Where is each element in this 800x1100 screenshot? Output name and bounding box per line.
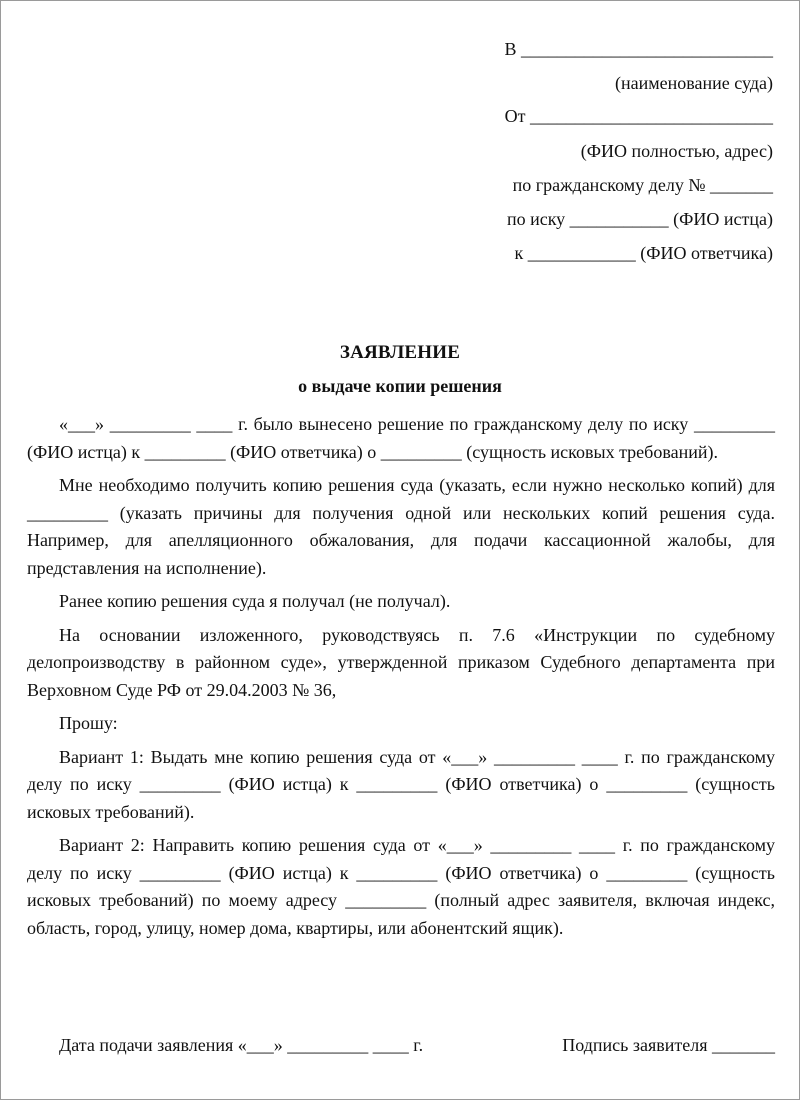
- document-title: ЗАЯВЛЕНИЕ: [339, 342, 461, 363]
- document-subtitle: о выдаче копии решения: [298, 376, 502, 396]
- case-number-line: по гражданскому делу № _______: [512, 175, 773, 195]
- document-body: [27, 411, 775, 948]
- paragraph-need-copy: Мне необходимо получить копию решения суда (указать, если нужно несколько копий) для _________ (указать причины для получения одной или нескольких копий решения суда. Например, для апелляционного обжалования, для подачи кассационной жалобы, для представления на исполнение).: [27, 475, 775, 578]
- paragraph-basis: На основании изложенного, руководствуясь п. 7.6 «Инструкции по судебному делопроизводству в районном суде», утвержденной приказом Судебного департамента при Верховном Суде РФ от 29.04.2003 № 36,: [27, 624, 775, 700]
- paragraph-prior-copy: Ранее копию решения суда я получал (не получал).: [59, 591, 451, 611]
- paragraph-option-2: Вариант 2: Направить копию решения суда от «___» _________ ____ г. по гражданскому делу по иску _________ (ФИО истца) к _________ (ФИО ответчика) о _________ (сущность исковых требований) по моему адресу _________ (полный адрес заявителя, включая индекс, область, город, улицу, номер дома, квартиры, или абонентский ящик).: [27, 835, 775, 938]
- applicant-line: От ___________________________: [504, 106, 773, 126]
- defendant-line: к ____________ (ФИО ответчика): [514, 243, 773, 263]
- court-hint: (наименование суда): [614, 73, 773, 93]
- submission-date: Дата подачи заявления «___» _________ ____ г.: [59, 1035, 424, 1055]
- signature-block: [27, 1035, 775, 1061]
- court-line: В ____________________________: [504, 39, 773, 59]
- paragraph-request: Прошу:: [59, 713, 118, 733]
- paragraph-option-1: Вариант 1: Выдать мне копию решения суда от «___» _________ ____ г. по гражданскому делу по иску _________ (ФИО истца) к _________ (ФИО ответчика) о _________ (сущность исковых требований).: [27, 746, 775, 822]
- applicant-hint: (ФИО полностью, адрес): [580, 141, 773, 161]
- plaintiff-line: по иску ___________ (ФИО истца): [506, 209, 773, 229]
- paragraph-decision: «___» _________ ____ г. было вынесено решение по гражданскому делу по иску _________ (ФИО истца) к _________ (ФИО ответчика) о _________ (сущность исковых требований).: [27, 414, 775, 462]
- applicant-signature: Подпись заявителя _______: [562, 1035, 775, 1055]
